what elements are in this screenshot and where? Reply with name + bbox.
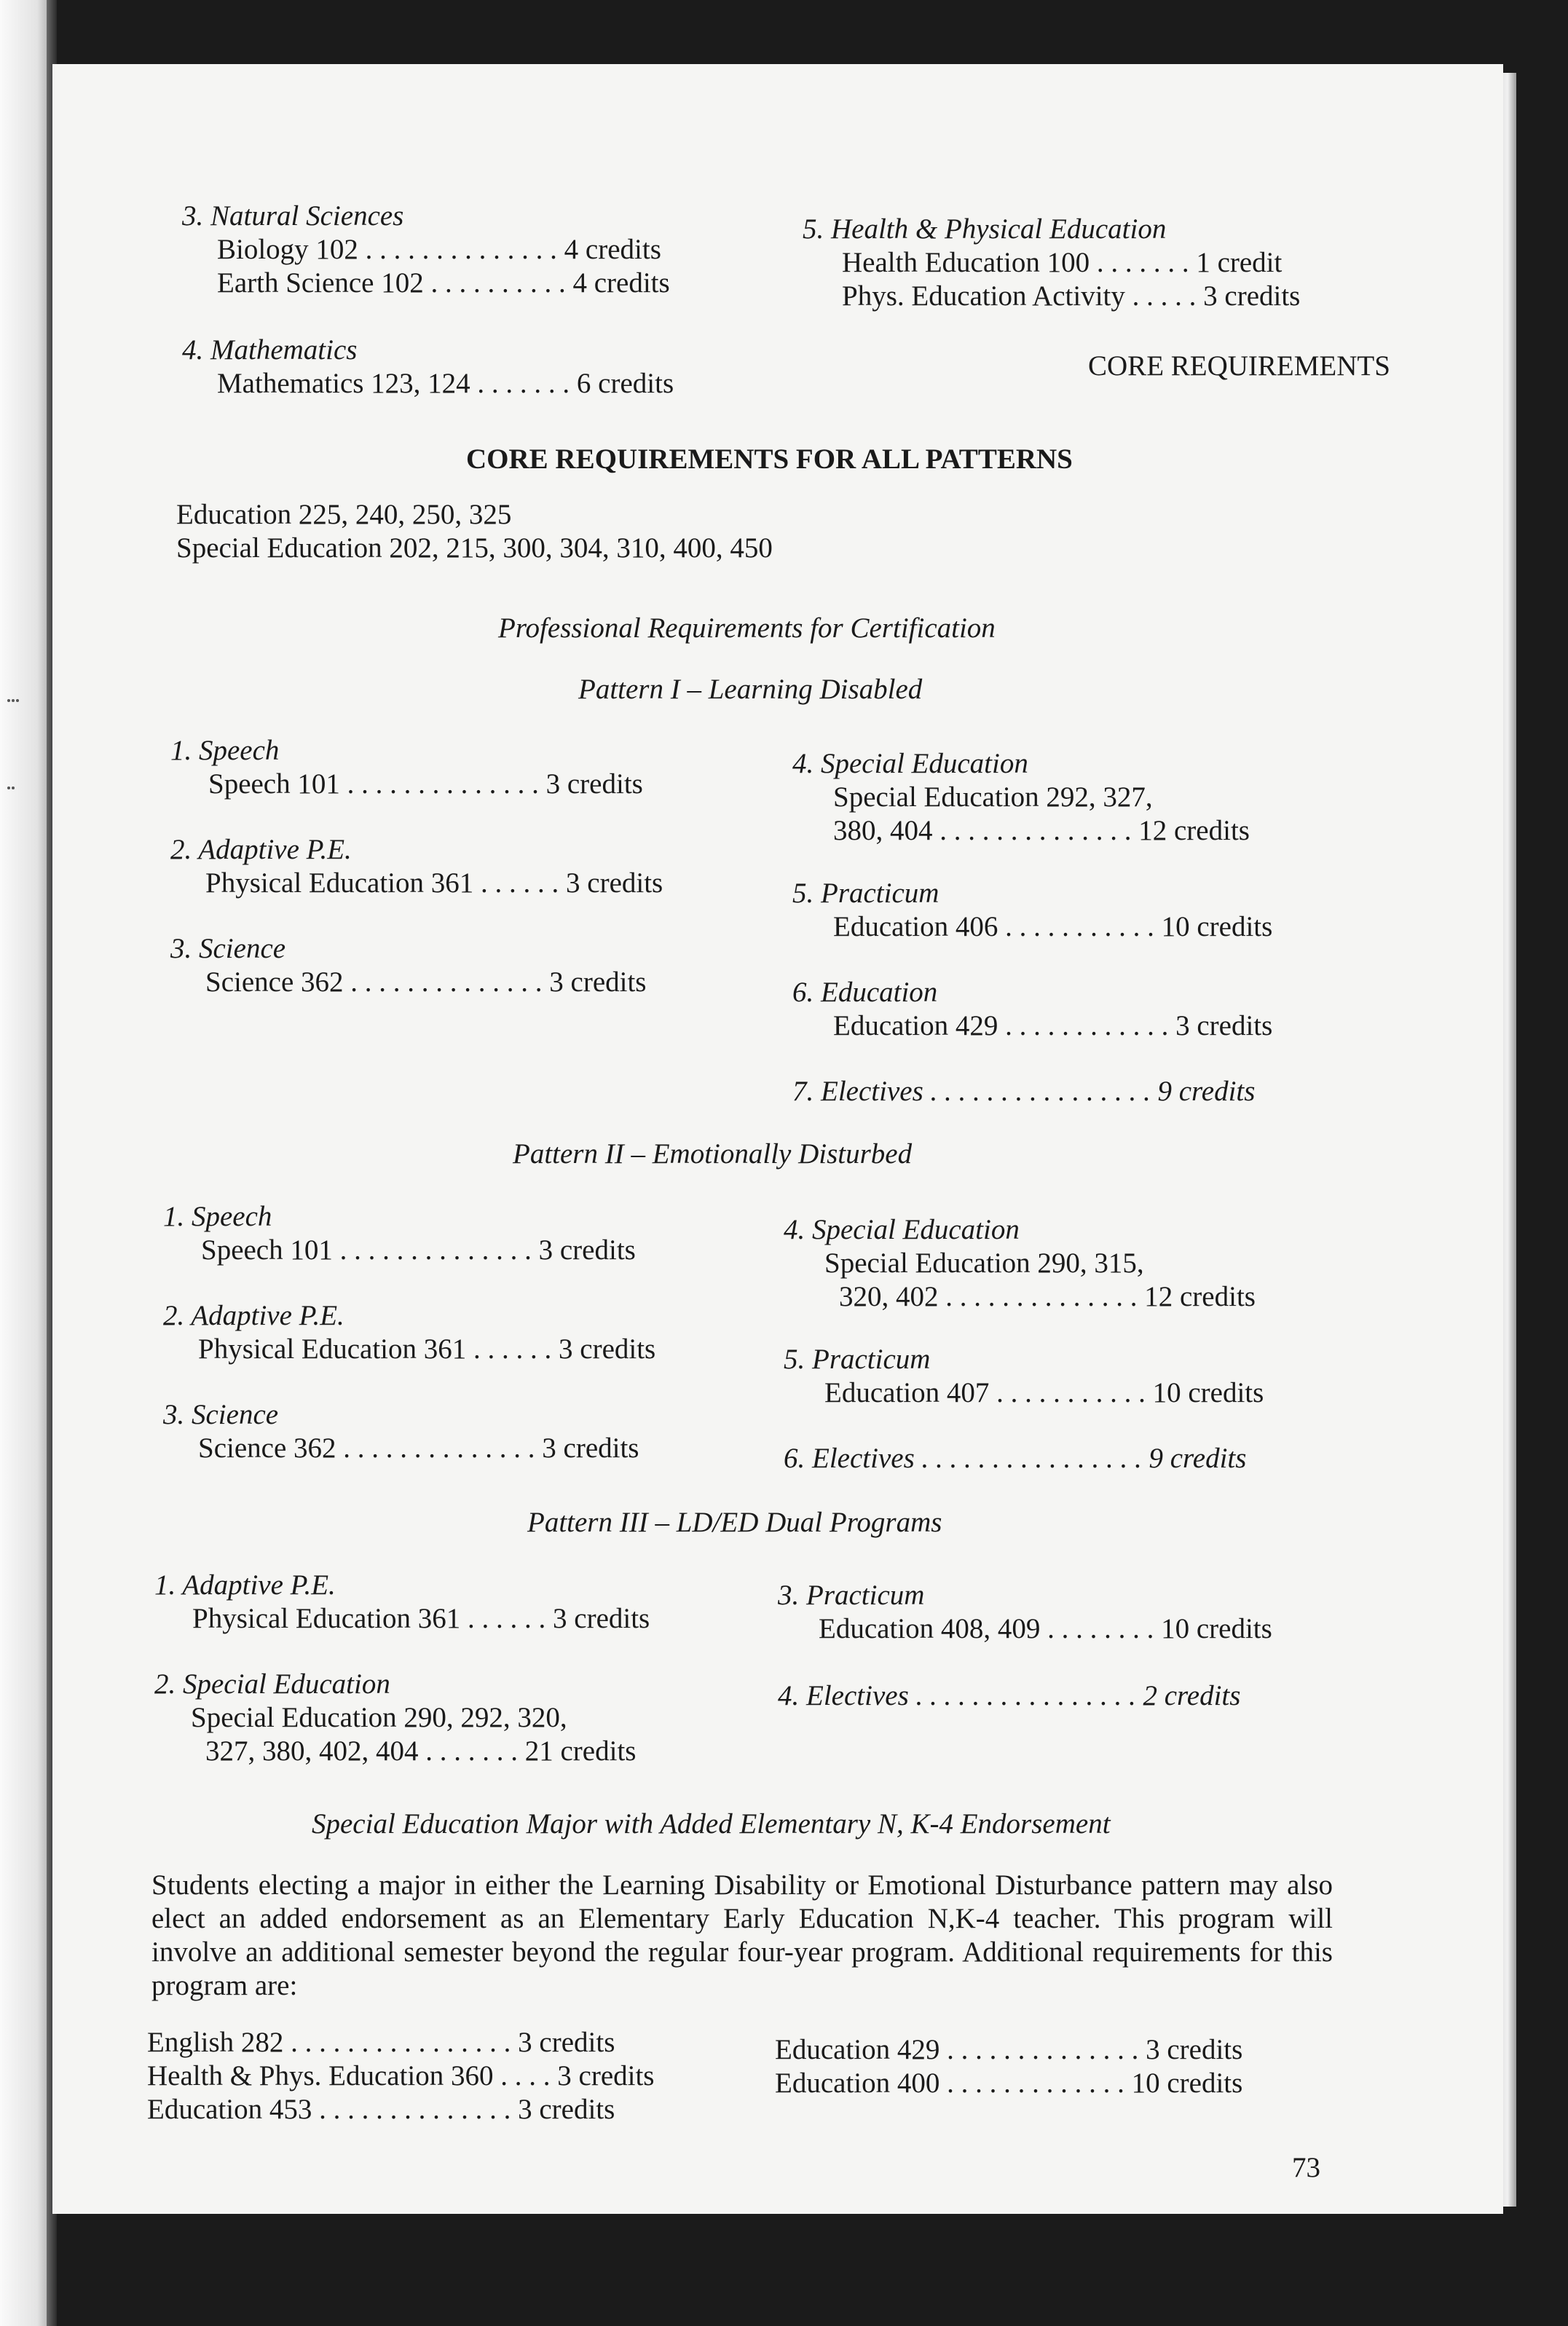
mathematics-line: Mathematics 123, 124 . . . . . . . 6 credits bbox=[217, 368, 674, 399]
core-all-heading: CORE REQUIREMENTS FOR ALL PATTERNS bbox=[466, 443, 1073, 475]
education-453-line: Education 453 . . . . . . . . . . . . . . 3 credits bbox=[147, 2094, 615, 2125]
health-education-line: Health Education 100 . . . . . . . 1 credit bbox=[842, 247, 1283, 278]
p2-practicum-heading: 5. Practicum bbox=[784, 1344, 931, 1375]
p3-electives-line: 4. Electives . . . . . . . . . . . . . . . . 2 credits bbox=[778, 1680, 1241, 1711]
p3-special-line2: 327, 380, 402, 404 . . . . . . . 21 credits bbox=[205, 1735, 637, 1767]
core-special-education-line: Special Education 202, 215, 300, 304, 310, 400, 450 bbox=[176, 532, 773, 564]
mathematics-heading: 4. Mathematics bbox=[182, 334, 358, 366]
p2-adaptive-line: Physical Education 361 . . . . . . 3 credits bbox=[198, 1333, 656, 1365]
pattern1-heading: Pattern I – Learning Disabled bbox=[578, 674, 923, 705]
scan-marks bbox=[4, 699, 19, 794]
p3-special-heading: 2. Special Education bbox=[154, 1668, 390, 1700]
p1-electives-line: 7. Electives . . . . . . . . . . . . . . . . 9 credits bbox=[792, 1076, 1256, 1107]
p2-special-heading: 4. Special Education bbox=[784, 1214, 1020, 1245]
p1-practicum-heading: 5. Practicum bbox=[792, 878, 939, 909]
p2-science-heading: 3. Science bbox=[163, 1399, 279, 1430]
p2-speech-line: Speech 101 . . . . . . . . . . . . . . 3 credits bbox=[201, 1234, 636, 1266]
p1-practicum-line: Education 406 . . . . . . . . . . . 10 credits bbox=[833, 911, 1273, 942]
p1-special-line1: Special Education 292, 327, bbox=[833, 781, 1153, 813]
core-requirements-label: CORE REQUIREMENTS bbox=[1088, 350, 1390, 382]
p1-science-heading: 3. Science bbox=[170, 933, 286, 964]
p3-adaptive-line: Physical Education 361 . . . . . . 3 credits bbox=[192, 1603, 650, 1634]
p2-special-line1: Special Education 290, 315, bbox=[824, 1247, 1144, 1279]
p2-speech-heading: 1. Speech bbox=[163, 1201, 272, 1232]
pattern3-heading: Pattern III – LD/ED Dual Programs bbox=[527, 1507, 942, 1538]
education-400-line: Education 400 . . . . . . . . . . . . . 10 credits bbox=[775, 2067, 1243, 2099]
p2-practicum-line: Education 407 . . . . . . . . . . . 10 credits bbox=[824, 1377, 1264, 1408]
p1-special-heading: 4. Special Education bbox=[792, 748, 1028, 779]
p3-adaptive-heading: 1. Adaptive P.E. bbox=[154, 1569, 336, 1601]
p3-practicum-line: Education 408, 409 . . . . . . . . 10 credits bbox=[819, 1613, 1272, 1644]
p1-science-line: Science 362 . . . . . . . . . . . . . . 3 credits bbox=[205, 966, 647, 998]
p1-adaptive-heading: 2. Adaptive P.E. bbox=[170, 834, 352, 865]
p1-education-heading: 6. Education bbox=[792, 977, 938, 1008]
phys-activity-line: Phys. Education Activity . . . . . 3 credits bbox=[842, 280, 1301, 312]
earth-science-line: Earth Science 102 . . . . . . . . . . 4 credits bbox=[217, 267, 670, 299]
core-education-line: Education 225, 240, 250, 325 bbox=[176, 499, 512, 530]
p1-adaptive-line: Physical Education 361 . . . . . . 3 credits bbox=[205, 867, 663, 899]
natural-sciences-heading: 3. Natural Sciences bbox=[182, 200, 404, 232]
p2-electives-line: 6. Electives . . . . . . . . . . . . . . . . 9 credits bbox=[784, 1443, 1247, 1474]
professional-heading: Professional Requirements for Certification bbox=[498, 612, 996, 644]
pattern2-heading: Pattern II – Emotionally Disturbed bbox=[513, 1138, 913, 1170]
english-282-line: English 282 . . . . . . . . . . . . . . . . 3 credits bbox=[147, 2027, 615, 2058]
p1-education-line: Education 429 . . . . . . . . . . . . 3 credits bbox=[833, 1010, 1273, 1041]
p3-special-line1: Special Education 290, 292, 320, bbox=[191, 1702, 567, 1733]
p3-practicum-heading: 3. Practicum bbox=[778, 1580, 925, 1611]
book-spine-edge bbox=[0, 0, 47, 2326]
p1-speech-line: Speech 101 . . . . . . . . . . . . . . 3 credits bbox=[208, 768, 643, 800]
health-pe-heading: 5. Health & Physical Education bbox=[803, 213, 1167, 245]
p1-special-line2: 380, 404 . . . . . . . . . . . . . . 12 credits bbox=[833, 815, 1250, 846]
p2-adaptive-heading: 2. Adaptive P.E. bbox=[163, 1300, 344, 1331]
p2-special-line2: 320, 402 . . . . . . . . . . . . . . 12 credits bbox=[839, 1281, 1256, 1312]
p1-speech-heading: 1. Speech bbox=[170, 735, 280, 766]
biology-line: Biology 102 . . . . . . . . . . . . . . 4 credits bbox=[217, 234, 661, 265]
education-429-line: Education 429 . . . . . . . . . . . . . . 3 credits bbox=[775, 2034, 1243, 2065]
endorsement-paragraph: Students electing a major in either the Learning Disability or Emotional Disturbance pattern may also elect an added endorsement as an Elementary Early Education N,K-4 teacher. This program will involve an additional semester beyond the regular four-year program. Additional requirements for this program are: bbox=[151, 1869, 1333, 2001]
endorsement-heading: Special Education Major with Added Elementary N, K-4 Endorsement bbox=[312, 1808, 1111, 1840]
p2-science-line: Science 362 . . . . . . . . . . . . . . 3 credits bbox=[198, 1432, 639, 1464]
page-number: 73 bbox=[1292, 2152, 1320, 2183]
health-phys-360-line: Health & Phys. Education 360 . . . . 3 credits bbox=[147, 2060, 655, 2092]
